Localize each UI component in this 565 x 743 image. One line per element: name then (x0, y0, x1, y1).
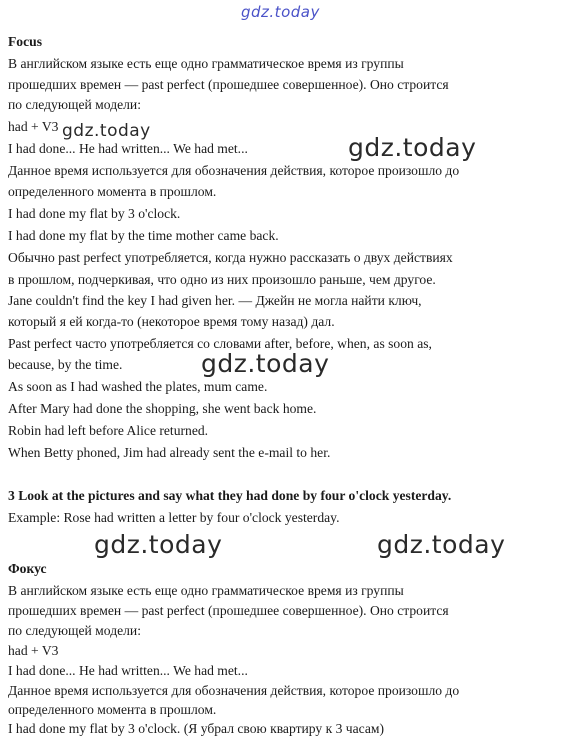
focus-heading: Focus (8, 34, 42, 49)
focus-line: по следующей модели: (8, 97, 141, 112)
focus-line: прошедших времен — past perfect (прошедшее совершенное). Оно строится (8, 77, 449, 92)
fokus-line: I had done... He had written... We had met... (8, 663, 248, 678)
watermark-top: gdz.today (241, 3, 320, 21)
focus-line: Данное время используется для обозначения действия, которое произошло до (8, 163, 460, 178)
focus-line: который я ей когда-то (некоторое время тому назад) дал. (8, 314, 335, 329)
focus-line: в прошлом, подчеркивая, что одно из них произошло раньше, чем другое. (8, 272, 436, 287)
fokus-example: I had done my flat by 3 o'clock. (Я убрал свою квартиру к 3 часам) (8, 721, 385, 736)
watermark-inline: gdz.today (62, 121, 151, 141)
focus-line: определенного момента в прошлом. (8, 184, 217, 199)
focus-example: I had done my flat by 3 o'clock. (8, 206, 181, 221)
focus-example: As soon as I had washed the plates, mum came. (8, 379, 268, 394)
fokus-line: по следующей модели: (8, 623, 141, 638)
focus-line: I had done... He had written... We had met... (8, 141, 248, 156)
watermark-right: gdz.today (348, 133, 477, 162)
fokus-line: Данное время используется для обозначения действия, которое произошло до (8, 683, 460, 698)
focus-example: After Mary had done the shopping, she went back home. (8, 401, 317, 416)
focus-line: В английском языке есть еще одно грамматическое время из группы (8, 56, 404, 71)
focus-line: Обычно past perfect употребляется, когда нужно рассказать о двух действиях (8, 250, 453, 265)
fokus-line: прошедших времен — past perfect (прошедшее совершенное). Оно строится (8, 603, 449, 618)
watermark-bottom-right: gdz.today (377, 530, 506, 559)
focus-example: Robin had left before Alice returned. (8, 423, 209, 438)
fokus-formula: had + V3 (8, 643, 59, 658)
fokus-heading: Фокус (8, 561, 47, 576)
exercise-example: Example: Rose had written a letter by four o'clock yesterday. (8, 510, 340, 525)
focus-formula: had + V3 (8, 119, 59, 134)
focus-line: Past perfect часто употребляется со словами after, before, when, as soon as, (8, 336, 432, 351)
exercise-title: 3 Look at the pictures and say what they had done by four o'clock yesterday. (8, 488, 452, 503)
focus-example: When Betty phoned, Jim had already sent the e-mail to her. (8, 445, 331, 460)
watermark-bottom-left: gdz.today (94, 530, 223, 559)
fokus-line: определенного момента в прошлом. (8, 702, 217, 717)
focus-line: because, by the time. (8, 357, 123, 372)
watermark-middle: gdz.today (201, 349, 330, 378)
focus-example: I had done my flat by the time mother came back. (8, 228, 279, 243)
fokus-line: В английском языке есть еще одно грамматическое время из группы (8, 583, 404, 598)
focus-example: Jane couldn't find the key I had given her. — Джейн не могла найти ключ, (8, 293, 422, 308)
